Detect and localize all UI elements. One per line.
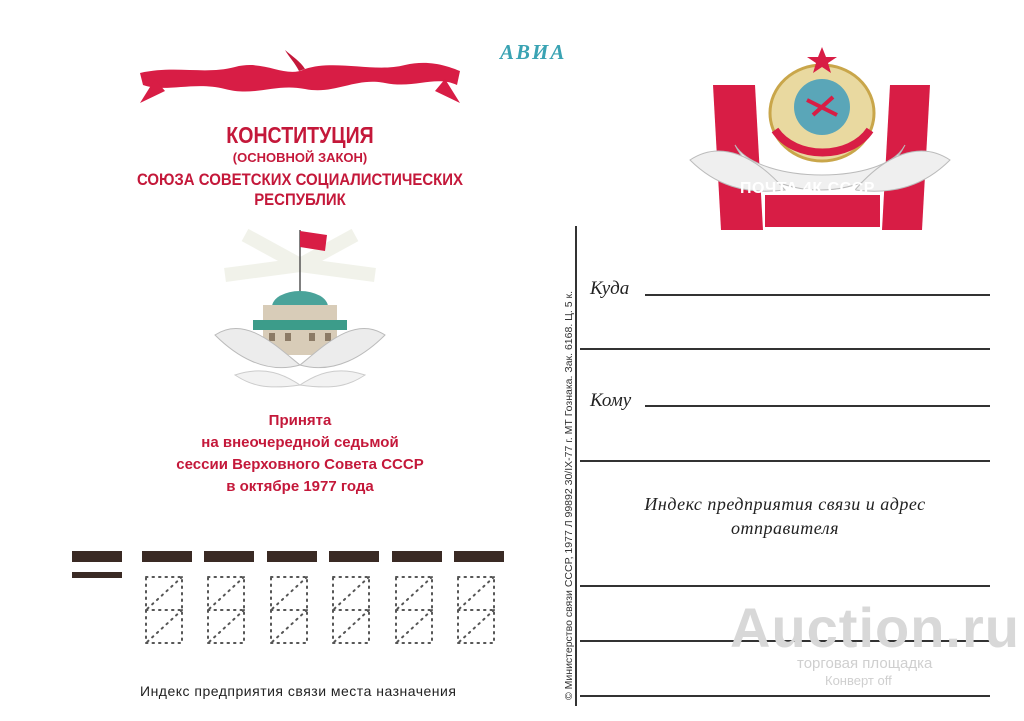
index-bar <box>204 551 254 562</box>
adopted-line-3: сессии Верховного Совета СССР <box>176 456 424 473</box>
sender-line[interactable] <box>580 695 990 697</box>
adopted-line-2: на внеочередной седьмой <box>201 434 399 451</box>
index-bar <box>392 551 442 562</box>
watermark-main: Auction.ru <box>730 596 1020 659</box>
postal-index-label: Индекс предприятия связи места назначения <box>140 683 457 699</box>
constitution-subtitle: (ОСНОВНОЙ ЗАКОН) <box>232 150 368 165</box>
sender-label <box>600 492 970 540</box>
index-marker-bottom <box>72 572 122 578</box>
adopted-line-4: в октябре 1977 года <box>226 478 374 495</box>
watermark-sub-1: торговая площадка <box>797 655 933 672</box>
adopted-text <box>120 410 480 498</box>
to-whom-label: Кому <box>590 390 632 411</box>
index-bar <box>267 551 317 562</box>
index-marker-top <box>72 551 122 562</box>
index-digit-grid[interactable] <box>142 575 502 647</box>
index-bar <box>142 551 192 562</box>
to-where-label: Куда <box>590 278 630 299</box>
constitution-title: КОНСТИТУЦИЯ <box>226 122 374 148</box>
sender-label-line-2: отправителя <box>730 518 840 538</box>
address-line[interactable] <box>580 460 990 462</box>
adopted-line-1: Принята <box>268 412 332 429</box>
watermark-sub-2: Конверт off <box>825 673 892 688</box>
divider-line <box>575 226 577 706</box>
constitution-republics: РЕСПУБЛИК <box>254 190 346 209</box>
sender-label-line-1: Индекс предприятия связи и адрес <box>644 494 926 514</box>
address-line[interactable] <box>580 348 990 350</box>
sender-line[interactable] <box>580 585 990 587</box>
index-bar <box>454 551 504 562</box>
red-ribbon-icon <box>135 45 465 110</box>
constitution-union: СОЮЗА СОВЕТСКИХ СОЦИАЛИСТИЧЕСКИХ <box>136 170 464 189</box>
kremlin-emblem-icon <box>205 225 395 395</box>
ussr-coat-of-arms-stamp-icon <box>685 45 960 230</box>
publisher-imprint: © Министерство связи СССР, 1977 Л 99892 30/IX-77 г. МТ Гознака. Зак. 6168. Ц. 5 к. <box>563 290 575 700</box>
index-bar <box>329 551 379 562</box>
avia-label: АВИА <box>500 40 567 64</box>
stamp-label: ПОЧТА 4К СССР <box>740 180 875 197</box>
to-where-line[interactable] <box>645 294 990 296</box>
to-whom-line[interactable] <box>645 405 990 407</box>
